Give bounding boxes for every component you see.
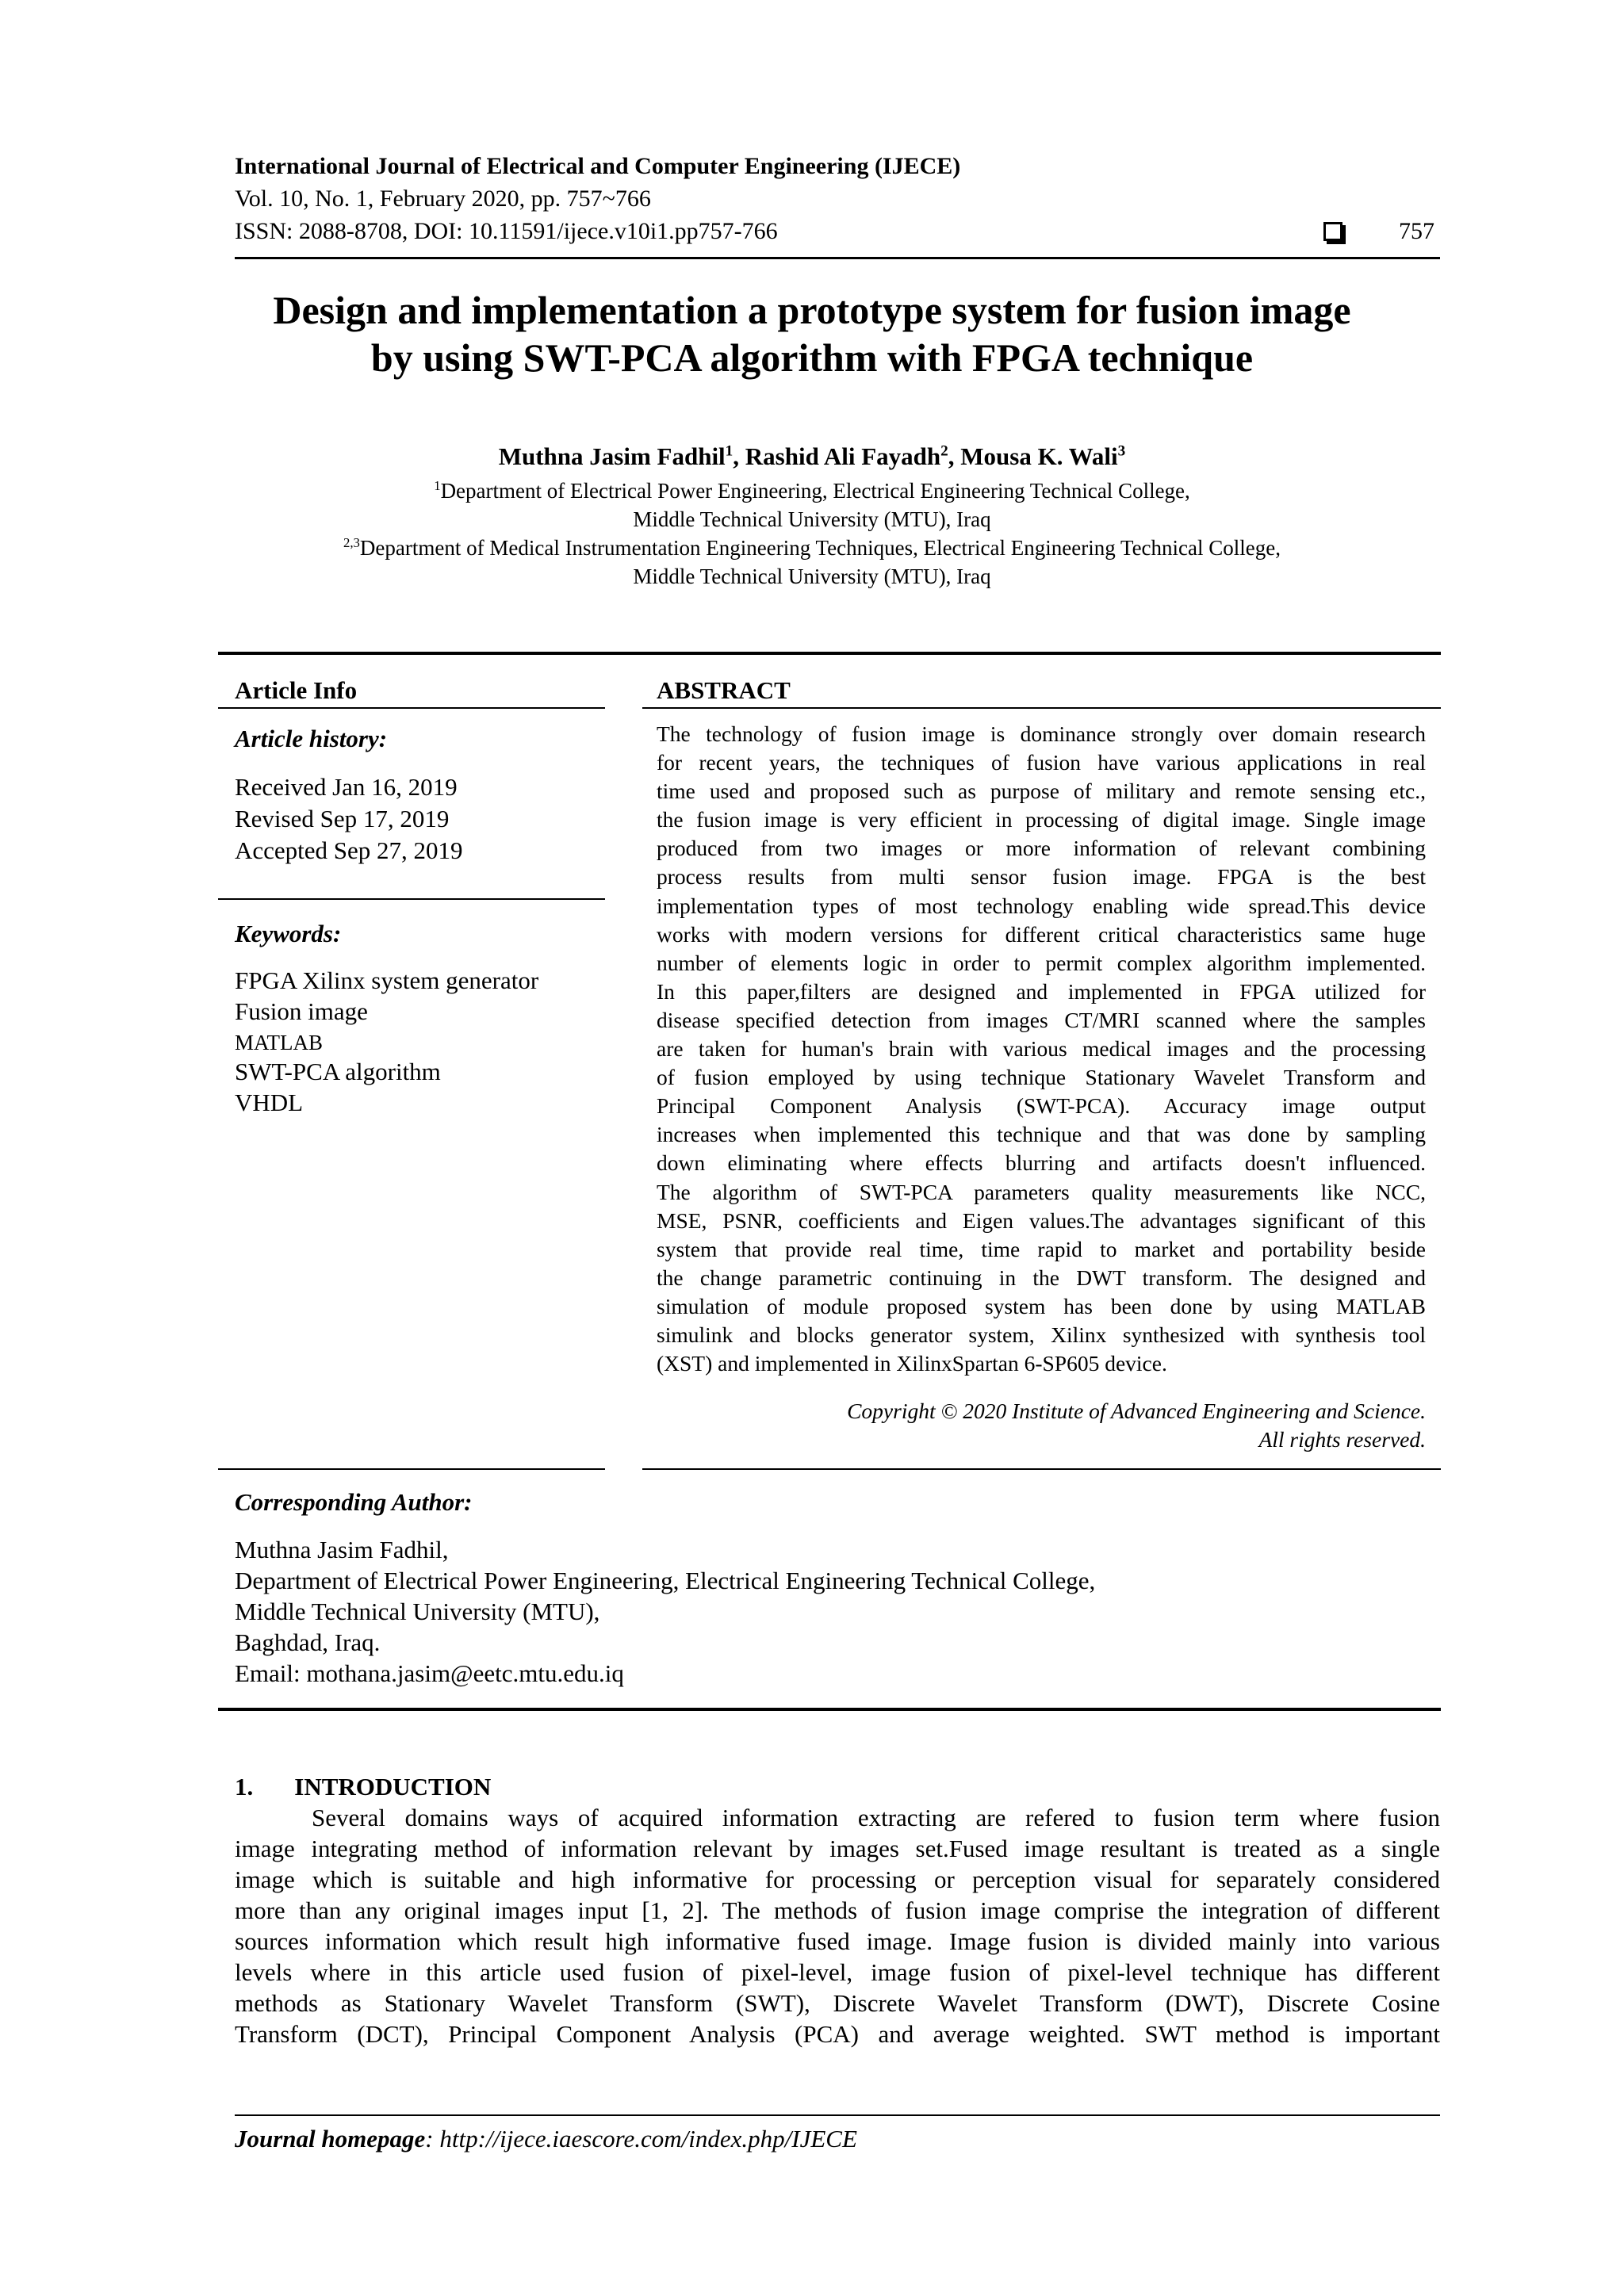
intro-line: Transform (DCT), Principal Component Analysis (PCA) and average weighted. SWT method is important — [235, 2020, 1440, 2048]
corresponding-name: Muthna Jasim Fadhil, — [235, 1536, 449, 1563]
abstract-body — [657, 720, 1426, 1378]
intro-line: image integrating method of information relevant by images set.Fused image resultant is treated as a single — [235, 1835, 1440, 1862]
abstract-line: simulation of module proposed system has been done by using MATLAB — [657, 1293, 1426, 1318]
abstract-line: (XST) and implemented in XilinxSpartan 6-SP605 device. — [657, 1351, 1167, 1376]
abstract-line: process results from multi sensor fusion image. FPGA is the best — [657, 864, 1426, 890]
received-date: Received Jan 16, 2019 — [235, 773, 458, 801]
section-number: 1. — [235, 1773, 254, 1800]
accepted-date: Accepted Sep 27, 2019 — [235, 836, 463, 864]
intro-line: methods as Stationary Wavelet Transform (SWT), Discrete Wavelet Transform (DWT), Discrete Cosine — [235, 1989, 1440, 2017]
intro-line: image which is suitable and high informative for processing or perception visual for separately considered — [235, 1866, 1440, 1893]
author-name: , Mousa K. Wali — [948, 442, 1118, 470]
abstract-line: disease specified detection from images CT/MRI scanned where the samples — [657, 1007, 1426, 1032]
author-superscript: 2 — [940, 442, 948, 460]
intro-heading — [235, 1773, 491, 1801]
affiliation-1-line1 — [159, 479, 1465, 503]
history-rule — [218, 898, 605, 900]
intro-line: sources information which result high informative fused image. Image fusion is divided mainly into various — [235, 1927, 1440, 1955]
info-bottom-rule-left — [218, 1468, 605, 1470]
intro-line: levels where in this article used fusion of pixel-level, image fusion of pixel-level technique has different — [235, 1958, 1440, 1986]
section-title: INTRODUCTION — [294, 1773, 492, 1800]
paper-title-line2: by using SWT-PCA algorithm with FPGA technique — [370, 335, 1254, 380]
abstract-line: the change parametric continuing in the DWT transform. The designed and — [657, 1265, 1426, 1290]
abstract-line: simulink and blocks generator system, Xilinx synthesized with synthesis tool — [657, 1322, 1426, 1347]
info-bottom-rule-right — [642, 1468, 1441, 1470]
abstract-line: system that provide real time, time rapid to market and portability beside — [657, 1236, 1426, 1261]
keywords-heading: Keywords: — [235, 920, 342, 947]
abstract-line: down eliminating where effects blurring and artifacts doesn't influenced. — [657, 1150, 1426, 1176]
abstract-line: for recent years, the techniques of fusion have various applications in real — [657, 750, 1426, 775]
affiliation-2-line2: Middle Technical University (MTU), Iraq — [633, 564, 991, 588]
abstract-line: increases when implemented this technique and that was done by sampling — [657, 1122, 1426, 1147]
abstract-line: implementation types of most technology enabling wide spread.This device — [657, 893, 1426, 918]
header-divider — [235, 257, 1440, 259]
author-list — [159, 442, 1465, 471]
paper-title-line1: Design and implementation a prototype system for fusion image — [273, 288, 1351, 332]
journal-volume: Vol. 10, No. 1, February 2020, pp. 757~766 — [235, 186, 651, 212]
abstract-line: number of elements logic in order to permit complex algorithm implemented. — [657, 950, 1426, 975]
affiliation-text: Department of Electrical Power Engineering, Electrical Engineering Technical College, — [440, 479, 1190, 503]
homepage-label: Journal homepage — [235, 2125, 426, 2152]
affiliation-1-line2: Middle Technical University (MTU), Iraq — [633, 507, 991, 531]
keyword-item: MATLAB — [235, 1031, 324, 1054]
affiliation-text: Department of Medical Instrumentation Engineering Techniques, Electrical Engineering Technical College, — [359, 536, 1281, 560]
copyright-line1: Copyright © 2020 Institute of Advanced Engineering and Science. — [847, 1399, 1426, 1423]
article-history-heading: Article history: — [235, 725, 388, 752]
journal-homepage — [235, 2125, 857, 2153]
revised-date: Revised Sep 17, 2019 — [235, 805, 450, 832]
keyword-item: SWT-PCA algorithm — [235, 1058, 441, 1085]
homepage-url[interactable]: : http://ijece.iaescore.com/index.php/IJECE — [425, 2125, 857, 2152]
abstract-heading: ABSTRACT — [657, 676, 791, 704]
abstract-line: MSE, PSNR, coefficients and Eigen values.The advantages significant of this — [657, 1207, 1426, 1233]
abstract-line: Principal Component Analysis (SWT-PCA). Accuracy image output — [657, 1093, 1426, 1119]
abstract-line: works with modern versions for different critical characteristics same huge — [657, 921, 1426, 947]
author-superscript: 1 — [725, 442, 733, 460]
corresponding-city: Baghdad, Iraq. — [235, 1628, 381, 1656]
footer-rule — [235, 2114, 1440, 2116]
keyword-item: Fusion image — [235, 997, 368, 1025]
author-superscript: 3 — [1117, 442, 1126, 460]
copyright-line2: All rights reserved. — [1258, 1427, 1426, 1452]
intro-line: more than any original images input [1, 2]. The methods of fusion image comprise the integration of different — [235, 1896, 1440, 1924]
corresponding-email: Email: mothana.jasim@eetc.mtu.edu.iq — [235, 1659, 624, 1687]
abstract-line: The technology of fusion image is dominance strongly over domain research — [657, 721, 1426, 746]
abstract-line: are taken for human's brain with various medical images and the processing — [657, 1036, 1426, 1062]
abstract-line: of fusion employed by using technique Stationary Wavelet Transform and — [657, 1065, 1426, 1090]
journal-name: International Journal of Electrical and Computer Engineering (IJECE) — [235, 153, 961, 179]
abstract-line: produced from two images or more information of relevant combining — [657, 836, 1426, 861]
affiliation-superscript: 1 — [434, 478, 441, 493]
abstract-line: In this paper,filters are designed and implemented in FPGA utilized for — [657, 978, 1426, 1004]
corresponding-univ: Middle Technical University (MTU), — [235, 1598, 600, 1625]
journal-issn-doi: ISSN: 2088-8708, DOI: 10.11591/ijece.v10i1.pp757-766 — [235, 218, 778, 244]
affiliation-superscript: 2,3 — [343, 535, 360, 550]
affiliation-2-line1 — [159, 536, 1465, 561]
author-name: , Rashid Ali Fayadh — [733, 442, 941, 470]
abstract-line: the fusion image is very efficient in processing of digital image. Single image — [657, 807, 1426, 832]
page-number: 757 — [1399, 218, 1434, 244]
checkbox-icon — [1323, 222, 1342, 241]
author-name: Muthna Jasim Fadhil — [498, 442, 726, 470]
article-info-heading: Article Info — [235, 676, 358, 704]
keyword-item: FPGA Xilinx system generator — [235, 966, 539, 994]
intro-line: Several domains ways of acquired information extracting are refered to fusion term where fusion — [312, 1804, 1440, 1831]
abstract-line: time used and proposed such as purpose of military and remote sensing etc., — [657, 779, 1426, 804]
info-box-top-rule — [218, 652, 1441, 655]
info-box-bottom-rule — [218, 1708, 1441, 1711]
keyword-item: VHDL — [235, 1089, 304, 1116]
corresponding-dept: Department of Electrical Power Engineering, Electrical Engineering Technical College, — [235, 1567, 1096, 1594]
abstract-line: The algorithm of SWT-PCA parameters quality measurements like NCC, — [657, 1179, 1426, 1204]
abstract-rule — [642, 707, 1441, 709]
article-info-rule — [218, 707, 605, 709]
corresponding-heading: Corresponding Author: — [235, 1488, 473, 1516]
